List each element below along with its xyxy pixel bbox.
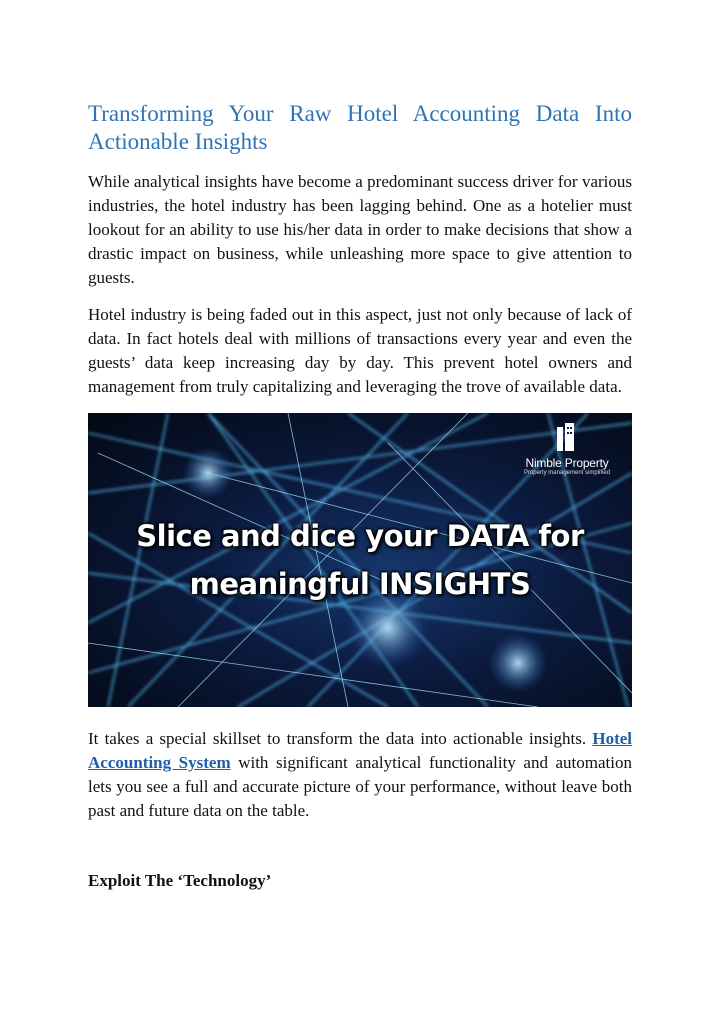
logo-tagline: Property management simplified (523, 470, 611, 476)
paragraph-accounting-rest: with significant analytical functionality and automation lets you see a full and accurate picture of your performance, without leave both past and future data on the table. (88, 753, 632, 820)
section-subheading: Exploit The ‘Technology’ (88, 871, 272, 890)
nimble-property-logo (512, 421, 622, 476)
hotel-accounting-system-link[interactable]: Hotel Accounting System (88, 729, 633, 772)
logo-name: Nimble Property (525, 456, 609, 470)
paragraph-intro: While analytical insights have become a predominant success driver for various industries, the hotel industry has been lagging behind. One as a hotelier must lookout for an ability to use his/her data in order to make decisions that show a drastic impact on business, while unleashing more space to give attention to guests. (88, 172, 632, 287)
paragraph-industry: Hotel industry is being faded out in this aspect, just not only because of lack of data. In fact hotels deal with millions of transactions every year and even the guests’ data keep increasing day by day. This prevent hotel owners and management from truly capitalizing and leveraging the trove of available data. (88, 305, 632, 396)
building-logo-icon (554, 421, 580, 451)
banner-image (88, 413, 632, 707)
paragraph-accounting-intro: It takes a special skillset to transform the data into actionable insights. (88, 729, 587, 748)
page-title: Transforming Your Raw Hotel Accounting Data Into Actionable Insights (88, 101, 632, 154)
banner-headline-line1: Slice and dice your DATA for (136, 519, 584, 553)
banner-headline-line2: meaningful INSIGHTS (189, 567, 531, 601)
document-page (88, 100, 632, 891)
paragraph-accounting-system (88, 727, 632, 823)
